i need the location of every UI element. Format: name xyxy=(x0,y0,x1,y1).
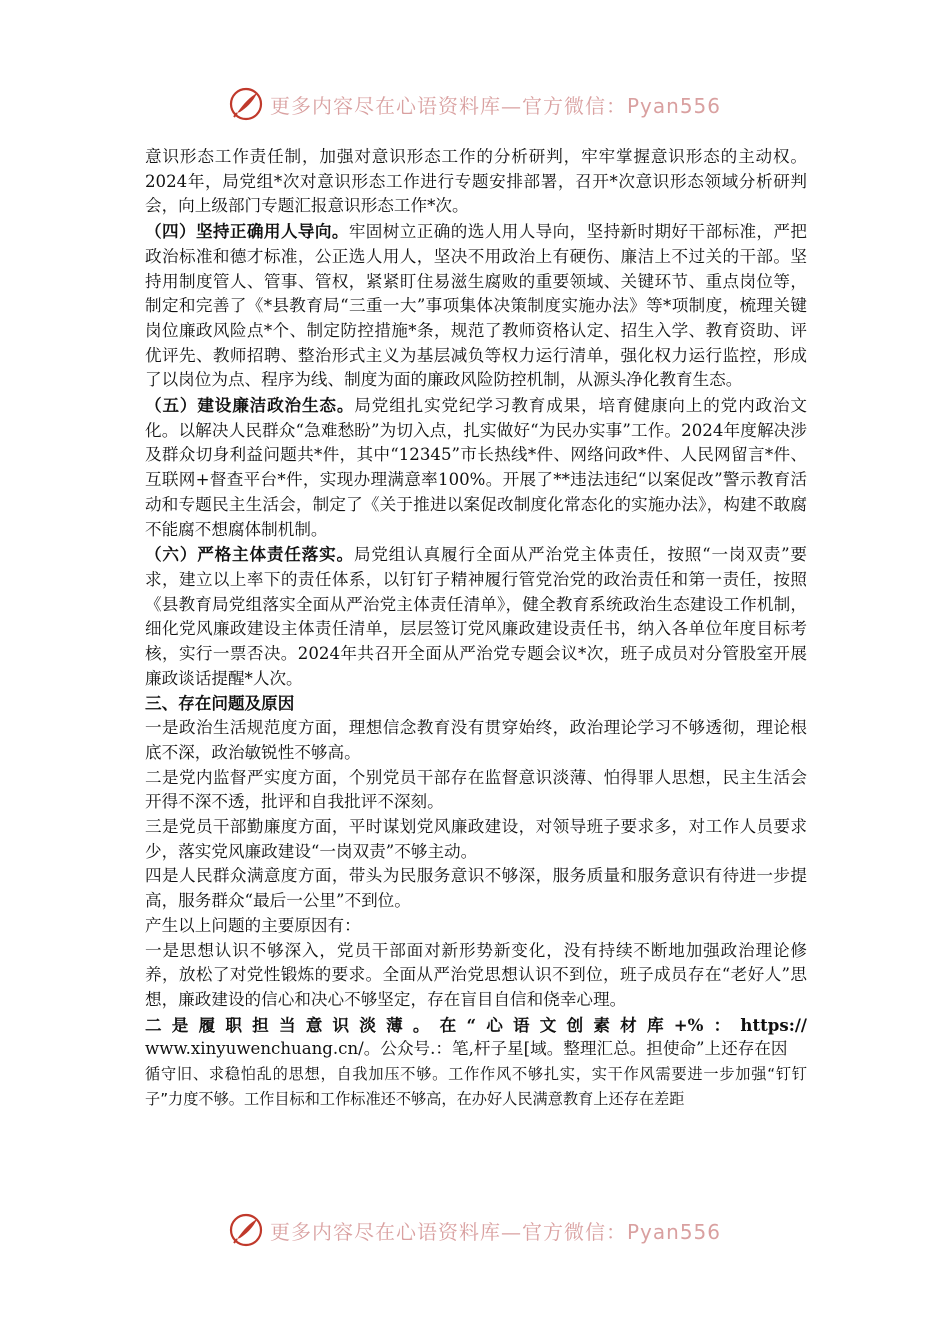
quill-logo-icon xyxy=(228,86,264,122)
header-banner-text: 更多内容尽在心语资料库—官方微信：Pyan556 xyxy=(270,93,722,118)
section-5-body: 局党组扎实党纪学习教育成果，培育健康向上的党内政治文化。以解决人民群众“急难愁盼”为切入点，扎实做好“为民办实事”工作。2024年度解决涉及群众切身利益问题共*件，其中“12345”市长热线*件、网络问政*件、人民网留言*件、互联网+督查平台*件，实现办理满意率100%。开展了**违法违纪“以案促改”警示教育活动和专题民主生活会，制定了《关于推进以案促改制度化常态化的实施办法》，构建不敢腐不能腐不想腐体制机制。 xyxy=(145,396,808,539)
section-6-body: 局党组认真履行全面从严治党主体责任，按照“一岗双责”要求，建立以上率下的责任体系，以钉钉子精神履行管党治党的政治责任和第一责任，按照《县教育局党组落实全面从严治党主体责任清单》，健全教育系统政治生态建设工作机制，细化党风廉政建设主体责任清单，层层签订党风廉政建设责任书，纳入各单位年度目标考核，实行一票否决。2024年共召开全面从严治党专题会议*次，班子成员对分管股室开展廉政谈话提醒*人次。 xyxy=(145,545,807,688)
paragraph-section-6 xyxy=(145,542,807,691)
section-4-heading: （四）坚持正确用人导向。 xyxy=(145,221,349,242)
cause-2-rest: 循守旧、求稳怕乱的思想，自我加压不够。工作作风不够扎实，实干作风需要进一步加强“钉钉子”力度不够。工作目标和工作标准还不够高，在办好人民满意教育上还存在差距 xyxy=(145,1065,807,1108)
section-5-heading: （五）建设廉洁政治生态。 xyxy=(145,395,355,416)
problem-4: 四是人民群众满意度方面，带头为民服务意识不够深，服务质量和服务意识有待进一步提高，服务群众“最后一公里”不到位。 xyxy=(145,866,807,911)
problem-1: 一是政治生活规范度方面，理想信念教育没有贯穿始终，政治理论学习不够透彻，理论根底不深，政治敏锐性不够高。 xyxy=(145,718,807,762)
section-4-body: 牢固树立正确的选人用人导向，坚持新时期好干部标准，严把政治标准和德才标准，公正选人用人，坚决不用政治上有硬伤、廉洁上不过关的干部。坚持用制度管人、管事、管权，紧紧盯住易滋生腐败的重要领域、关键环节、重点岗位等，制定和完善了《*县教育局“三重一大”事项集体决策制度实施办法》等*项制度，梳理关键岗位廉政风险点*个、制定防控措施*条，规范了教师资格认定、招生入学、教育资助、评优评先、教师招聘、整治形式主义为基层减负等权力运行清单，强化权力运行监控，形成了以岗位为点、程序为线、制度为面的廉政风险防控机制，从源头净化教育生态。 xyxy=(145,222,807,390)
causes-intro: 产生以上问题的主要原因有： xyxy=(145,915,361,935)
cause-2-line-2: www.xinyuwenchuang.cn/。公众号.：笔,杆子星[域。整理汇总。担使命”上还存在因 xyxy=(145,1039,788,1059)
document-body xyxy=(145,145,807,1111)
paragraph-section-5 xyxy=(145,393,807,542)
footer-banner-text: 更多内容尽在心语资料库—官方微信：Pyan556 xyxy=(270,1219,722,1244)
cause-2-line-1: 二是履职担当意识淡薄。在“心语文创素材库+%：https:// xyxy=(145,1014,807,1035)
cause-1: 一是思想认识不够深入，党员干部面对新形势新变化，没有持续不断地加强政治理论修养，放松了对党性锻炼的要求。全面从严治党思想认识不到位，班子成员存在“老好人”思想，廉政建设的信心和决心不够坚定，存在盲目自信和侥幸心理。 xyxy=(145,940,807,1009)
section-3-heading: 三、存在问题及原因 xyxy=(145,693,295,714)
problem-3: 三是党员干部勤廉度方面，平时谋划党风廉政建设，对领导班子要求多，对工作人员要求少，落实党风廉政建设“一岗双责”不够主动。 xyxy=(145,816,807,861)
footer-banner xyxy=(228,1210,721,1250)
paragraph-section-4 xyxy=(145,219,807,393)
quill-logo-icon xyxy=(228,1212,264,1248)
section-6-heading: （六）严格主体责任落实。 xyxy=(145,544,354,565)
problem-2: 二是党内监督严实度方面，个别党员干部存在监督意识淡薄、怕得罪人思想，民主生活会开得不深不透，批评和自我批评不深刻。 xyxy=(145,767,807,812)
paragraph-ideology: 意识形态工作责任制，加强对意识形态工作的分析研判，牢牢掌握意识形态的主动权。2024年，局党组*次对意识形态工作进行专题安排部署，召开*次意识形态领域分析研判会，向上级部门专题汇报意识形态工作*次。 xyxy=(145,147,807,216)
header-banner xyxy=(228,84,721,124)
